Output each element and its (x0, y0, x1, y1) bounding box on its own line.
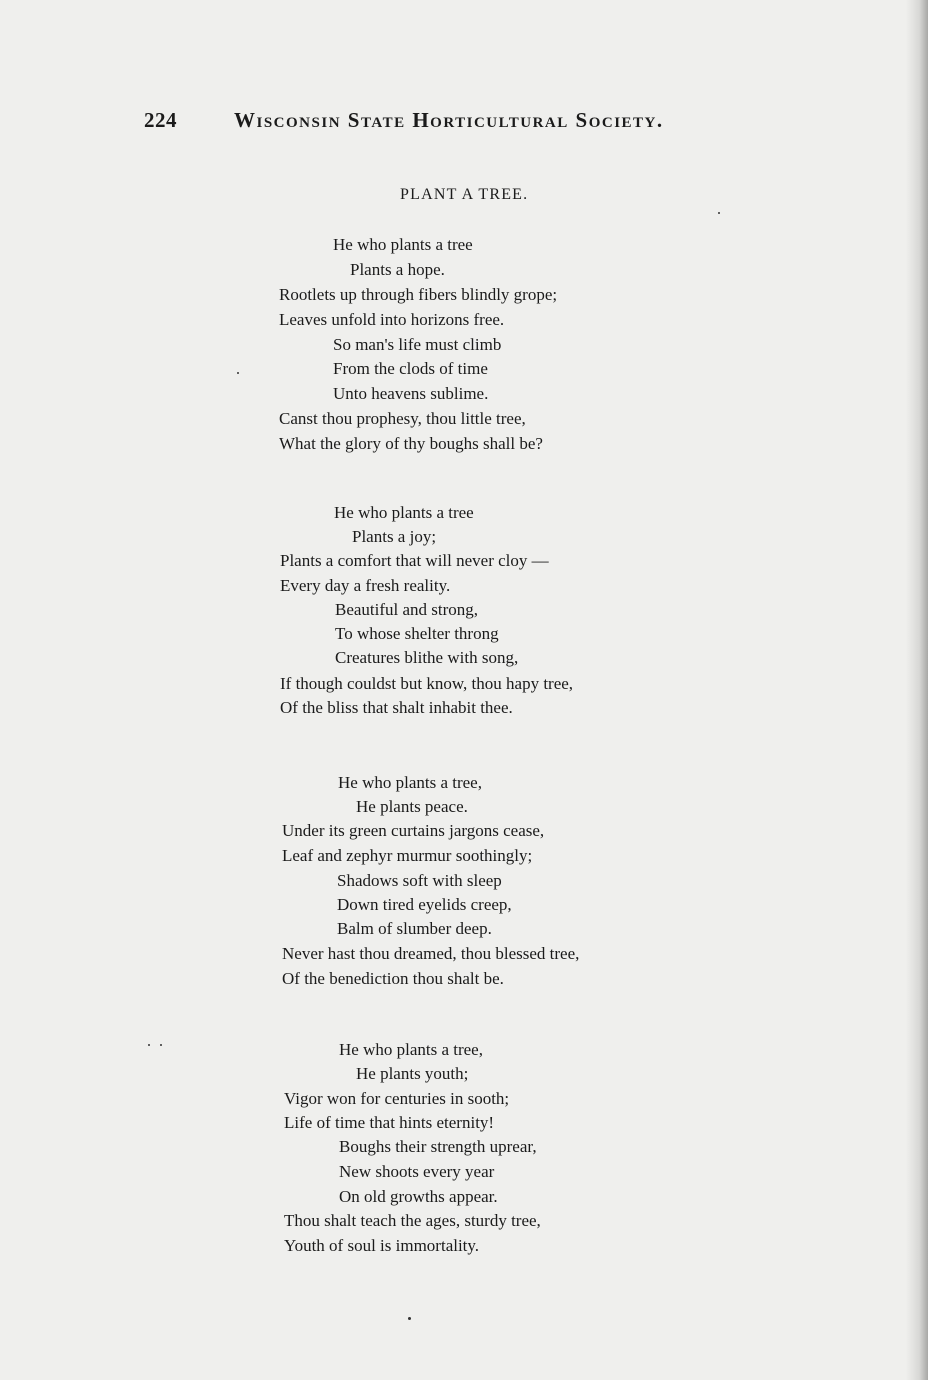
poem-line: To whose shelter throng (335, 624, 499, 643)
poem-line: He who plants a tree (334, 503, 474, 522)
poem-line: Creatures blithe with song, (335, 648, 519, 667)
poem-line: He plants peace. (356, 797, 468, 816)
poem-line: From the clods of time (333, 359, 488, 378)
poem-line: Under its green curtains jargons cease, (282, 821, 545, 840)
page-header (144, 108, 744, 138)
scan-speck (237, 372, 239, 374)
poem-line: Never hast thou dreamed, thou blessed tree, (282, 944, 580, 963)
poem-line: If though couldst but know, thou hapy tree, (280, 674, 574, 693)
poem-line: Down tired eyelids creep, (337, 895, 512, 914)
scan-speck (148, 1044, 150, 1046)
poem-line: Leaf and zephyr murmur soothingly; (282, 846, 533, 865)
poem-line: Balm of slumber deep. (337, 919, 492, 938)
poem-line: Every day a fresh reality. (280, 576, 451, 595)
poem-line: He who plants a tree, (338, 773, 482, 792)
scan-speck (718, 212, 720, 214)
poem-line: Of the bliss that shalt inhabit thee. (280, 698, 513, 717)
running-head: Wisconsin State Horticultural Society. (234, 108, 664, 132)
poem-line: Youth of soul is immortality. (284, 1236, 480, 1255)
poem-line: On old growths appear. (339, 1187, 498, 1206)
poem-line: He who plants a tree, (339, 1040, 483, 1059)
poem-title: PLANT A TREE. (400, 186, 529, 203)
poem-line: Life of time that hints eternity! (284, 1113, 495, 1132)
poem-line: Plants a hope. (350, 260, 445, 279)
poem-line: So man's life must climb (333, 335, 502, 354)
poem-line: Rootlets up through fibers blindly grope; (279, 285, 558, 304)
poem-line: Unto heavens sublime. (333, 384, 489, 403)
scan-speck (160, 1044, 162, 1046)
poem-line: Beautiful and strong, (335, 600, 479, 619)
poem-line: Thou shalt teach the ages, sturdy tree, (284, 1211, 541, 1230)
poem-line: Shadows soft with sleep (337, 871, 502, 890)
poem-line: Of the benediction thou shalt be. (282, 969, 504, 988)
page-edge-shadow (906, 0, 928, 1380)
poem-line: Plants a joy; (352, 527, 437, 546)
poem-line: Boughs their strength uprear, (339, 1137, 537, 1156)
poem-line: Leaves unfold into horizons free. (279, 310, 505, 329)
poem-line: What the glory of thy boughs shall be? (279, 434, 543, 453)
poem-line: New shoots every year (339, 1162, 495, 1181)
poem-line: Plants a comfort that will never cloy — (280, 551, 549, 570)
scan-speck (408, 1317, 411, 1320)
poem-line: He who plants a tree (333, 235, 473, 254)
poem-line: He plants youth; (356, 1064, 469, 1083)
poem-line: Vigor won for centuries in sooth; (284, 1089, 510, 1108)
page-number: 224 (144, 108, 177, 132)
poem-line: Canst thou prophesy, thou little tree, (279, 409, 526, 428)
